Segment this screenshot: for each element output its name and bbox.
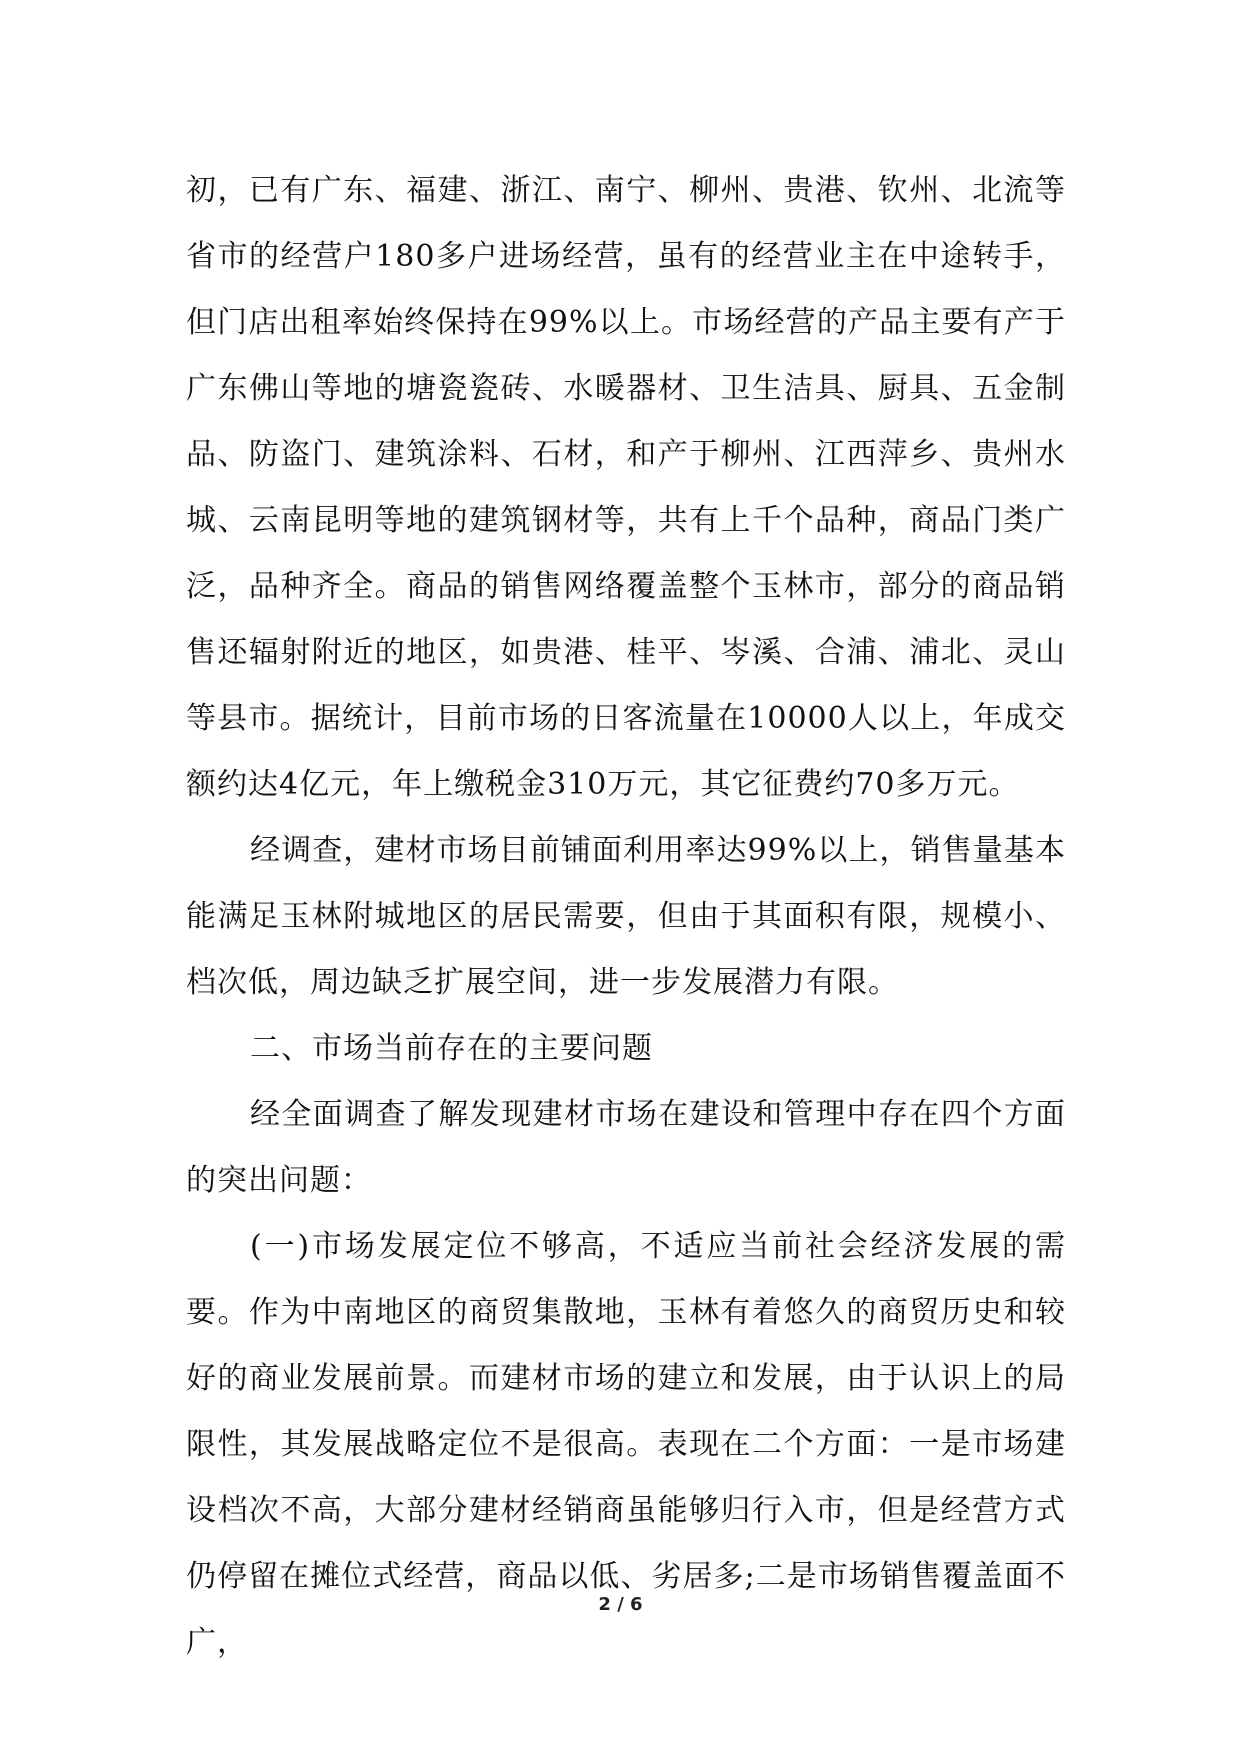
paragraph-four-problems-intro: 经全面调查了解发现建材市场在建设和管理中存在四个方面的突出问题： [186,1097,1066,1198]
paragraph-survey-result: 经调查，建材市场目前铺面利用率达99%以上，销售量基本能满足玉林附城地区的居民需要，但由于其面积有限，规模小、档次低，周边缺乏扩展空间，进一步发展潜力有限。 [186,833,1066,1000]
paragraph-problem-one: (一)市场发展定位不够高，不适应当前社会经济发展的需要。作为中南地区的商贸集散地，玉林有着悠久的商贸历史和较好的商业发展前景。而建材市场的建立和发展，由于认识上的局限性，其发展战略定位不是很高。表现在二个方面：一是市场建设档次不高，大部分建材经销商虽能够归行入市，但是经营方式仍停留在摊位式经营，商品以低、劣居多;二是市场销售覆盖面不广， [186,1229,1066,1660]
paragraph-market-overview: 初，已有广东、福建、浙江、南宁、柳州、贵港、钦州、北流等省市的经营户180多户进场经营，虽有的经营业主在中途转手，但门店出租率始终保持在99%以上。市场经营的产品主要有产于广东佛山等地的塘瓷瓷砖、水暖器材、卫生洁具、厨具、五金制品、防盗门、建筑涂料、石材，和产于柳州、江西萍乡、贵州水城、云南昆明等地的建筑钢材等，共有上千个品种，商品门类广泛，品种齐全。商品的销售网络覆盖整个玉林市，部分的商品销售还辐射附近的地区，如贵港、桂平、岑溪、合浦、浦北、灵山等县市。据统计，目前市场的日客流量在10000人以上，年成交额约达4亿元，年上缴税金310万元，其它征费约70多万元。 [186,173,1066,802]
document-body [186,158,1066,1676]
page-number: 2 / 6 [598,1594,643,1615]
section-heading-main-problems: 二、市场当前存在的主要问题 [250,1031,653,1066]
